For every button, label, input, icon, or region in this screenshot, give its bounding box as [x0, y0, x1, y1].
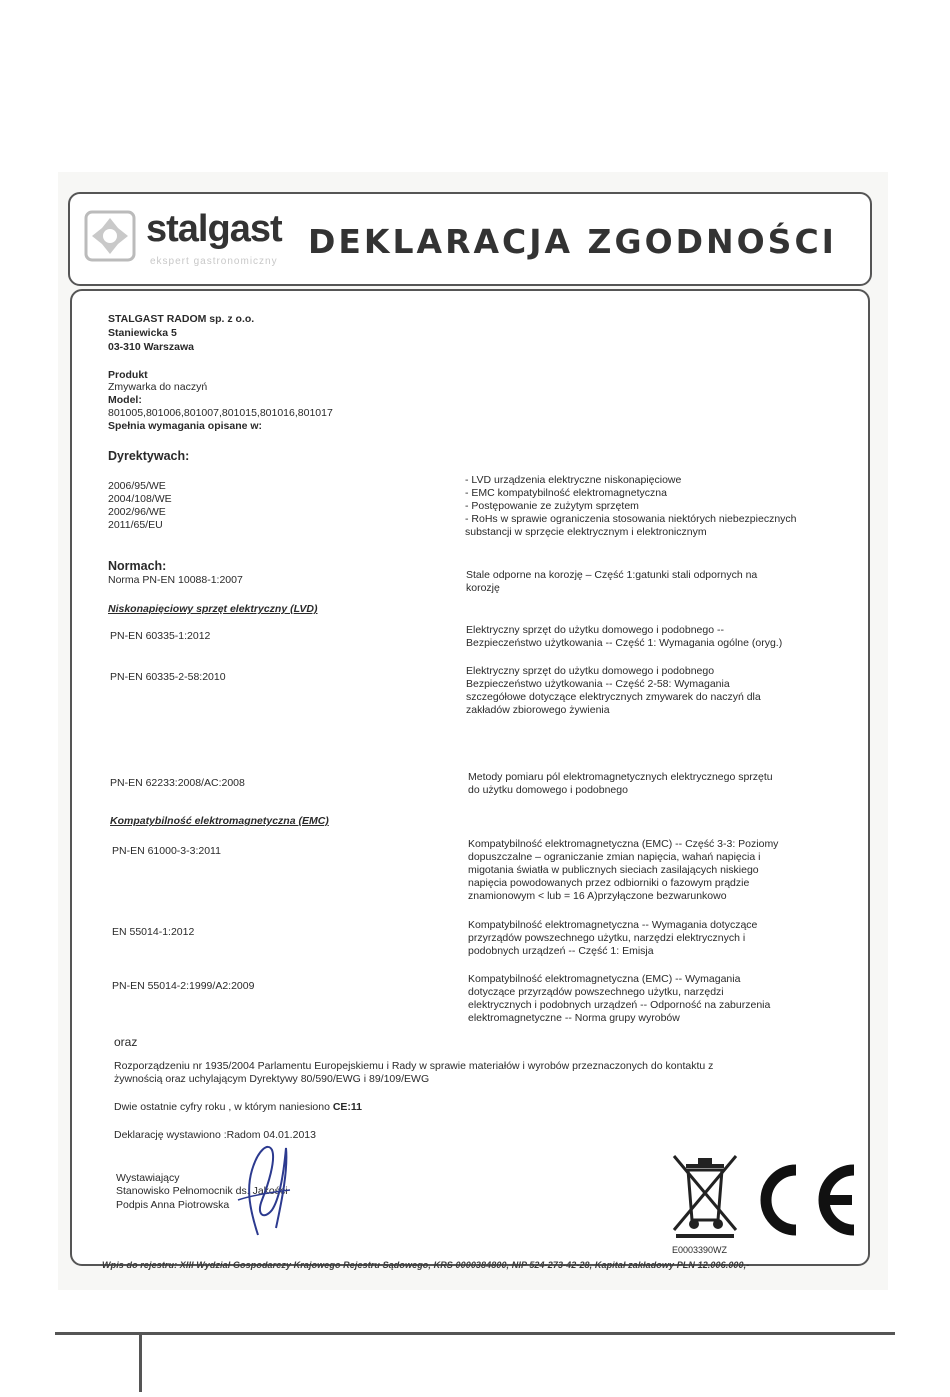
norm-code: PN-EN 60335-1:2012 — [110, 630, 211, 642]
handwritten-signature — [228, 1140, 298, 1240]
ce-year-line — [114, 1101, 362, 1114]
weee-code: E0003390WZ — [672, 1245, 728, 1255]
page-divider-tick — [139, 1332, 142, 1392]
company-street: Staniewicka 5 — [108, 327, 177, 339]
company-city: 03-310 Warszawa — [108, 341, 194, 353]
directives-heading: Dyrektywach: — [108, 449, 190, 463]
regulation-text: Rozporządzeniu nr 1935/2004 Parlamentu Europejskiemu i Rady w sprawie materiałów i wyrobów przeznaczonych do kontaktu z żywnością oraz uchylającym Dyrektywy 80/590/EWG i 89/109/EWG — [114, 1060, 714, 1085]
norm-code: PN-EN 62233:2008/AC:2008 — [110, 777, 245, 789]
ce-year-label: Dwie ostatnie cyfry roku , w którym naniesiono — [114, 1101, 333, 1113]
norm-code: EN 55014-1:2012 — [112, 926, 195, 938]
emc-heading: Kompatybilność elektromagnetyczna (EMC) — [110, 815, 329, 827]
norm-code: PN-EN 61000-3-3:2011 — [112, 845, 221, 857]
stalgast-logo-icon — [84, 210, 136, 262]
model-list: 801005,801006,801007,801015,801016,801017 — [108, 407, 333, 419]
company-name: STALGAST RADOM sp. z o.o. — [108, 313, 255, 325]
product-name: Zmywarka do naczyń — [108, 381, 208, 393]
issuer-position: Stanowisko Pełnomocnik ds. Jakości — [116, 1185, 288, 1197]
norm-description: Kompatybilność elektromagnetyczna -- Wymagania dotyczące przyrządów powszechnego użytku, narzędzi elektrycznych i podobnych urządzeń -- Część 1: Emisja — [468, 919, 758, 957]
directive-descriptions: - LVD urządzenia elektryczne niskonapięciowe - EMC kompatybilność elektromagnetyczna - Postępowanie ze zużytym sprzętem - RoHs w sprawie ograniczenia stosowania niektórych niebezpiecznych substancji w sprzęcie elektrycznym i elektronicznym — [465, 474, 797, 538]
issued-label: Deklarację wystawiono :Radom — [114, 1129, 264, 1141]
issue-date: 04.01.2013 — [263, 1129, 316, 1141]
ce-year-value: CE:11 — [332, 1101, 363, 1113]
logo-tagline: ekspert gastronomiczny — [150, 256, 278, 267]
norm-description: Elektryczny sprzęt do użytku domowego i podobnego -- Bezpieczeństwo użytkowania -- Część 1: Wymagania ogólne (oryg.) — [466, 624, 783, 649]
directive-codes: 2006/95/WE 2004/108/WE 2002/96/WE 2011/65/EU — [108, 480, 172, 531]
norms-heading: Normach: — [108, 559, 167, 573]
lvd-heading: Niskonapięciowy sprzęt elektryczny (LVD) — [108, 603, 318, 615]
norm-code: Norma PN-EN 10088-1:2007 — [108, 574, 243, 586]
norm-description: Kompatybilność elektromagnetyczna (EMC) -- Część 3-3: Poziomy dopuszczalne – ograniczanie zmian napięcia, wahań napięcia i migotania światła w publicznych sieciach zasilających niskiego napięcia powodowanych przez odbiorniki o fazowym prądzie znamionowym < lub = 16 A)przyłączone bezwarunkowo — [468, 838, 779, 902]
page-divider — [55, 1332, 895, 1335]
product-label: Produkt — [108, 369, 148, 381]
oraz-label: oraz — [114, 1035, 138, 1049]
norm-code: PN-EN 55014-2:1999/A2:2009 — [112, 980, 255, 992]
issuer-label: Wystawiający — [116, 1172, 180, 1184]
logo-text: stalgast — [146, 208, 282, 250]
requirements-label: Spełnia wymagania opisane w: — [108, 420, 263, 432]
weee-bin-icon — [668, 1150, 742, 1246]
page-title: DEKLARACJA ZGODNOŚCI — [308, 222, 837, 261]
norm-description: Elektryczny sprzęt do użytku domowego i podobnego Bezpieczeństwo użytkowania -- Część 2-58: Wymagania szczegółowe dotyczące elektrycznych zmywarek do naczyń dla zakładów zbiorowego żywienia — [466, 665, 761, 716]
ce-mark-icon — [748, 1160, 860, 1240]
norm-description: Kompatybilność elektromagnetyczna (EMC) -- Wymagania dotyczące przyrządów powszechnego użytku, narzędzi elektrycznych i podobnych urządzeń -- Odporność na zaburzenia elektromagnetyczne -- Norma grupy wyrobów — [468, 973, 771, 1024]
norm-description: Metody pomiaru pól elektromagnetycznych elektrycznego sprzętu do użytku domowego i podobnego — [468, 771, 773, 796]
issuer-signature-line: Podpis Anna Piotrowska — [116, 1199, 230, 1211]
norm-code: PN-EN 60335-2-58:2010 — [110, 671, 226, 683]
registry-footer: Wpis do rejestru: XIII Wydział Gospodarczy Krajowego Rejestru Sądowego, KRS 0000384800, NIP 524-273-42-28, Kapitał zakładowy PLN 12.006.000,- — [102, 1260, 750, 1270]
model-label: Model: — [108, 394, 142, 406]
document-header — [68, 192, 872, 286]
norm-description: Stale odporne na korozję – Część 1:gatunki stali odpornych na korozję — [466, 569, 758, 594]
